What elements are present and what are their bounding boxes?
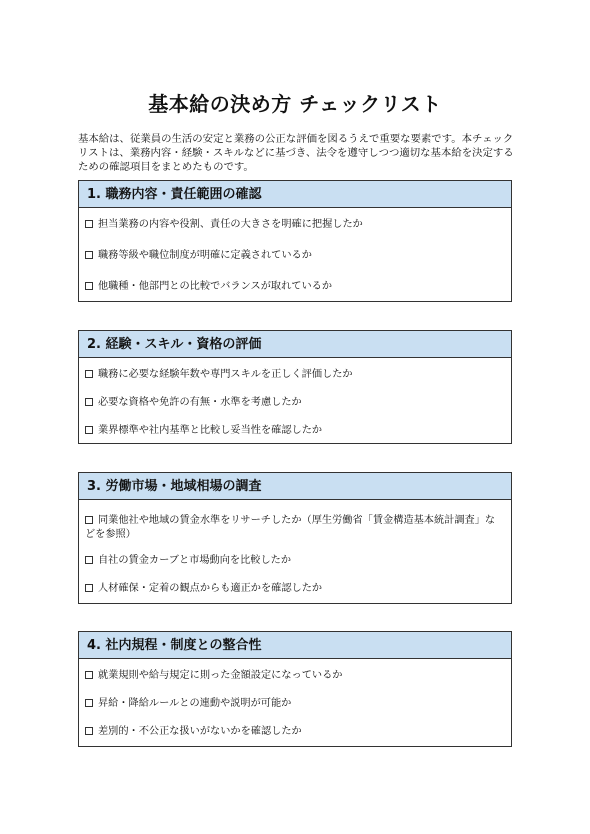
section-header: 3. 労働市場・地域相場の調査 [79,473,511,500]
checklist-item-label: 業界標準や社内基準と比較し妥当性を確認したか [98,425,323,436]
checkbox-icon[interactable] [85,584,93,592]
checkbox-icon[interactable] [85,671,93,679]
section-experience-skills [78,330,512,444]
checklist-item[interactable] [85,396,505,410]
intro-paragraph: 基本給は、従業員の生活の安定と業務の公正な評価を図るうえで重要な要素です。本チェックリストは、業務内容・経験・スキルなどに基づき、法令を遵守しつつ適切な基本給を決定するための確認項目をまとめたものです。 [78,133,514,173]
checkbox-icon[interactable] [85,727,93,735]
checklist-item[interactable] [85,424,505,438]
section-labor-market [78,472,512,604]
checklist-item-label: 昇給・降給ルールとの連動や説明が可能か [98,698,292,709]
section-header: 2. 経験・スキル・資格の評価 [79,331,511,358]
checklist-item-label: 自社の賃金カーブと市場動向を比較したか [98,555,292,566]
checkbox-icon[interactable] [85,556,93,564]
checkbox-icon[interactable] [85,251,93,259]
checklist-item-label: 職務等級や職位制度が明確に定義されているか [98,250,312,261]
checkbox-icon[interactable] [85,398,93,406]
checklist-item-label: 就業規則や給与規定に則った金額設定になっているか [98,670,343,681]
page-title: 基本給の決め方 チェックリスト [148,92,442,116]
checkbox-icon[interactable] [85,516,93,524]
checklist-item[interactable] [85,554,505,568]
checklist-item-label: 担当業務の内容や役割、責任の大きさを明確に把握したか [98,219,363,230]
section-header: 4. 社内規程・制度との整合性 [79,632,511,659]
checkbox-icon[interactable] [85,426,93,434]
section-job-content [78,180,512,302]
checklist-item[interactable] [85,697,505,711]
checkbox-icon[interactable] [85,699,93,707]
checklist-item-label: 差別的・不公正な扱いがないかを確認したか [98,726,302,737]
checklist-item[interactable] [85,280,505,294]
checklist-item[interactable] [85,514,505,542]
section-internal-rules [78,631,512,747]
checklist-item[interactable] [85,368,505,382]
checklist-item-label: 人材確保・定着の観点からも適正かを確認したか [98,583,323,594]
checklist-item[interactable] [85,725,505,739]
checkbox-icon[interactable] [85,282,93,290]
checkbox-icon[interactable] [85,220,93,228]
checklist-item[interactable] [85,218,505,232]
checklist-item-label: 同業他社や地域の賃金水準をリサーチしたか（厚生労働省「賃金構造基本統計調査」などを参照） [85,515,496,540]
checklist-item[interactable] [85,669,505,683]
checklist-item[interactable] [85,249,505,263]
checklist-item-label: 他職種・他部門との比較でバランスが取れているか [98,281,333,292]
checklist-item-label: 職務に必要な経験年数や専門スキルを正しく評価したか [98,369,353,380]
checklist-item-label: 必要な資格や免許の有無・水準を考慮したか [98,397,302,408]
checklist-item[interactable] [85,582,505,596]
section-header: 1. 職務内容・責任範囲の確認 [79,181,511,208]
checkbox-icon[interactable] [85,370,93,378]
